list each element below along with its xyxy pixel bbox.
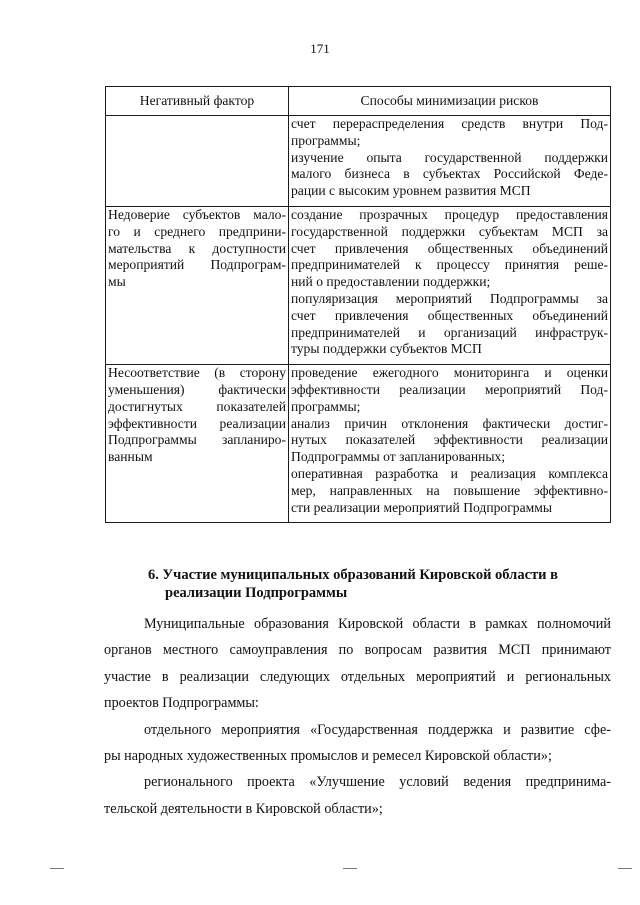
header-negative-factor: Негативный фактор <box>106 87 289 116</box>
factor-text-line: го и среднего предприни- <box>108 223 286 239</box>
section-title-line2: реализации Подпрограммы <box>165 585 348 601</box>
footer-mark-center <box>343 868 357 869</box>
mitigation-methods-cell <box>289 116 611 207</box>
body-text <box>104 611 611 822</box>
negative-factor-cell <box>106 206 289 364</box>
method-text-line: нутых показателей эффективности реализации <box>291 432 608 448</box>
method-text-line: малого бизнеса в субъектах Российской Феде- <box>291 166 608 182</box>
mitigation-methods-cell <box>289 365 611 523</box>
method-text-line: изучение опыта государственной поддержки <box>291 149 608 165</box>
method-text-line: счет перераспределения средств внутри Под- <box>291 116 608 131</box>
method-text-line: эффективности реализации мероприятий Под- <box>291 381 608 397</box>
section-heading <box>148 566 613 602</box>
method-text-line: мер, направленных на повышение эффективно- <box>291 482 608 498</box>
section-number: 6. <box>148 567 159 583</box>
table-row <box>106 206 611 364</box>
paragraph-line: ры народных художественных промыслов и ремесел Кировской области»; <box>104 748 552 765</box>
factor-text-line: мательства к доступности <box>108 240 286 256</box>
method-text-line: Подпрограммы от запланированных; <box>291 449 506 465</box>
method-text-line: проведение ежегодного мониторинга и оценки <box>291 365 608 381</box>
method-text-line: предпринимателей к процессу принятия реше- <box>291 257 608 273</box>
method-text-line: создание прозрачных процедур предоставления <box>291 206 608 222</box>
factor-text-line: ванным <box>108 449 153 465</box>
factor-text-line: Несоответствие (в сторону <box>108 365 286 381</box>
factor-text-line: эффективности реализации <box>108 415 286 431</box>
factor-text-line: Недоверие субъектов мало- <box>108 206 286 222</box>
table-row <box>106 365 611 523</box>
paragraph-line: органов местного самоуправления по вопросам развития МСП принимают <box>104 642 611 659</box>
method-text-line: программы; <box>291 132 361 148</box>
table-row <box>106 116 611 207</box>
risk-mitigation-table <box>105 86 611 523</box>
body-paragraph <box>104 717 611 770</box>
factor-text-line: уменьшения) фактически <box>108 381 286 397</box>
paragraph-line: Муниципальные образования Кировской области в рамках полномочий <box>144 616 611 632</box>
method-text-line: государственной поддержки субъектам МСП за <box>291 223 608 239</box>
paragraph-line: проектов Подпрограммы: <box>104 695 259 712</box>
method-text-line: популяризация мероприятий Подпрограммы за <box>291 290 608 306</box>
paragraph-line: тельской деятельности в Кировской области»; <box>104 800 383 817</box>
table-body <box>106 116 611 523</box>
factor-text-line: мероприятий Подпрограм- <box>108 257 286 273</box>
method-text-line: оперативная разработка и реализация комплекса <box>291 465 608 481</box>
section-title-line1: Участие муниципальных образований Кировской области в <box>162 567 558 583</box>
page-number: 171 <box>310 41 330 56</box>
method-text-line: ний о предоставлении поддержки; <box>291 274 491 290</box>
method-text-line: программы; <box>291 398 361 414</box>
factor-text-line: достигнутых показателей <box>108 398 286 414</box>
method-text-line: сти реализации мероприятий Подпрограммы <box>291 499 552 515</box>
method-text-line: счет привлечения общественных объединений <box>291 307 608 323</box>
body-paragraph <box>104 611 611 717</box>
table-header-row <box>106 87 611 116</box>
factor-text-line: Подпрограммы запланиро- <box>108 432 286 448</box>
method-text-line: счет привлечения общественных объединений <box>291 240 608 256</box>
footer-mark-right <box>618 868 632 869</box>
mitigation-methods-cell <box>289 206 611 364</box>
method-text-line: анализ причин отклонения фактически достиг- <box>291 415 608 431</box>
method-text-line: рации с высоким уровнем развития МСП <box>291 183 531 199</box>
paragraph-line: участие в реализации следующих отдельных мероприятий и региональных <box>104 668 611 685</box>
footer-mark-left <box>50 868 64 869</box>
factor-text-line: мы <box>108 274 126 290</box>
negative-factor-cell <box>106 116 289 207</box>
paragraph-line: регионального проекта «Улучшение условий ведения предпринима- <box>144 774 611 791</box>
paragraph-line: отдельного мероприятия «Государственная поддержка и развитие сфе- <box>144 721 611 738</box>
header-mitigation-methods: Способы минимизации рисков <box>289 87 611 116</box>
body-paragraph <box>104 769 611 822</box>
method-text-line: предпринимателей и организаций инфраструк- <box>291 324 608 340</box>
method-text-line: туры поддержки субъектов МСП <box>291 341 482 357</box>
negative-factor-cell <box>106 365 289 523</box>
